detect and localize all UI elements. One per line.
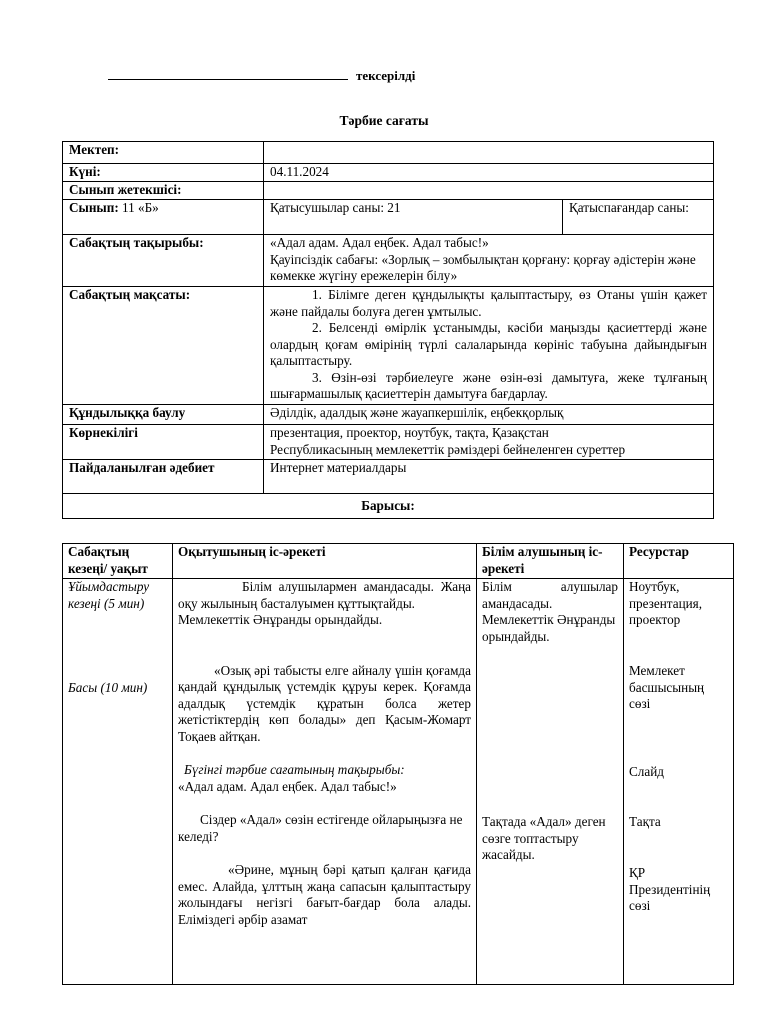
date-label: Күні: (63, 164, 264, 182)
date-value: 04.11.2024 (264, 164, 714, 182)
header-resources: Ресурстар (624, 544, 734, 579)
stage-cell (63, 579, 173, 985)
teacher-activity-cell (173, 579, 477, 985)
goal-item: 1. Білімге деген құндылықты қалыптастыру, өз Отаны үшін қажет және пайдалы болуға деген ұмтылыс. (270, 287, 707, 319)
student-anthem: Мемлекеттік Әнұранды орындайды. (482, 612, 616, 644)
table-row (63, 182, 714, 200)
class-cell (63, 200, 264, 235)
table-row (63, 235, 714, 287)
resource-item: Тақта (629, 814, 661, 829)
student-cluster-task: Тақтада «Адал» деген сөзге топтастыру жасайды. (482, 814, 606, 862)
teacher-explanation: «Әрине, мұның бәрі қатып қалған қағида емес. Алайда, ұлттың жаңа сапасын қалыптастыру жолындағы негізгі бағыт-бағдар бола алады. Еліміздегі әрбір азамат (178, 862, 471, 927)
resource-item: Ноутбук, презентация, проектор (629, 579, 703, 627)
header-student-activity: Білім алушының іс-әрекеті (477, 544, 624, 579)
school-label: Мектеп: (63, 142, 264, 164)
goal-item: 2. Белсенді өмірлік ұстанымды, кәсіби маңызды қасиеттерді және олардың қоғам өмірінің түрлі салаларында көрініс табуына дайындығын қалыптастыру. (270, 320, 707, 368)
resource-item: Слайд (629, 764, 664, 779)
visual-aids-line-2: Республикасының мемлекеттік рәміздері бейнеленген суреттер (270, 441, 626, 457)
student-activity-cell (477, 579, 624, 985)
table-row (63, 579, 734, 985)
table-row (63, 405, 714, 425)
topic-label: Сабақтың тақырыбы: (63, 235, 264, 287)
table-row (63, 544, 734, 579)
table-row (63, 164, 714, 182)
checked-signature-line (108, 68, 415, 84)
goal-value (264, 287, 714, 405)
teacher-anthem: Мемлекеттік Әнұранды орындайды. (178, 612, 383, 627)
teacher-topic: «Адал адам. Адал еңбек. Адал табыс!» (178, 778, 397, 794)
header-teacher-activity: Оқытушының іс-әрекеті (173, 544, 477, 579)
header-stage: Сабақтың кезеңі/ уақыт (63, 544, 173, 579)
table-row (63, 425, 714, 460)
stage-organization: Ұйымдастыру кезеңі (5 мин) (68, 579, 150, 611)
teacher-quote: «Озық әрі табысты елге айналу үшін қоғамда қандай құндылық үстемдік құруы керек. Қоғамда адалдық үстемдік құратын болса жетер жетістіктердің көп болады» деп Қасым-Жомарт Тоқаев айтқан. (178, 662, 471, 744)
resources-cell (624, 579, 734, 985)
teacher-greeting: Білім алушылармен амандасады. Жаңа оқу жылының басталуымен құттықтайды. (178, 579, 471, 611)
lesson-info-table (62, 141, 714, 519)
progress-heading: Барысы: (63, 494, 714, 519)
literature-label: Пайдаланылған әдебиет (63, 460, 264, 494)
teacher-label: Сынып жетекшісі: (63, 182, 264, 200)
class-value: 11 «Б» (118, 200, 159, 215)
attendees-count: Қатысушылар саны: 21 (264, 200, 563, 235)
visual-aids-line-1: презентация, проектор, ноутбук, тақта, Қазақстан (270, 425, 549, 440)
table-row (63, 494, 714, 519)
goal-label: Сабақтың мақсаты: (63, 287, 264, 405)
page-title: Тәрбие сағаты (339, 113, 429, 128)
table-row (63, 142, 714, 164)
school-value (264, 142, 714, 164)
visual-aids-label: Көрнекілігі (63, 425, 264, 460)
teacher-value (264, 182, 714, 200)
student-greeting: Білім алушылар амандасады. (482, 579, 618, 611)
visual-aids-value (264, 425, 714, 460)
literature-value: Интернет материалдары (264, 460, 714, 494)
table-row (63, 287, 714, 405)
teacher-question: Сіздер «Адал» сөзін естігенде ойларыңызға не келеді? (178, 812, 463, 844)
class-label: Сынып: (69, 200, 119, 215)
teacher-topic-intro (178, 762, 471, 779)
stage-beginning: Басы (10 мин) (68, 680, 148, 695)
values-label: Құндылыққа баулу (63, 405, 264, 425)
topic-line-1: «Адал адам. Адал еңбек. Адал табыс!» (270, 235, 489, 250)
resource-item: Мемлекет басшысының сөзі (629, 663, 705, 711)
resource-item: ҚР Президентінің сөзі (629, 865, 711, 913)
table-row (63, 200, 714, 235)
absentees-count: Қатыспағандар саны: (563, 200, 714, 235)
topic-intro-label: Бүгінгі тәрбие сағатының тақырыбы: (184, 762, 405, 777)
checked-label: тексерілді (356, 68, 416, 83)
signature-blank (108, 69, 348, 80)
lesson-process-table (62, 543, 734, 985)
values-value: Әділдік, адалдық және жауапкершілік, еңбекқорлық (264, 405, 714, 425)
topic-value (264, 235, 714, 287)
topic-line-2: Қауіпсіздік сабағы: «Зорлық – зомбылықтан қорғану: қорғау әдістерін және көмекке жүгіну ережелерін білу» (270, 251, 696, 283)
goal-item: 3. Өзін-өзі тәрбиелеуге және өзін-өзі дамытуға, жеке тұлғаның шығармашылық қасиеттерін дамытуға бағдарлау. (270, 369, 707, 401)
table-row (63, 460, 714, 494)
